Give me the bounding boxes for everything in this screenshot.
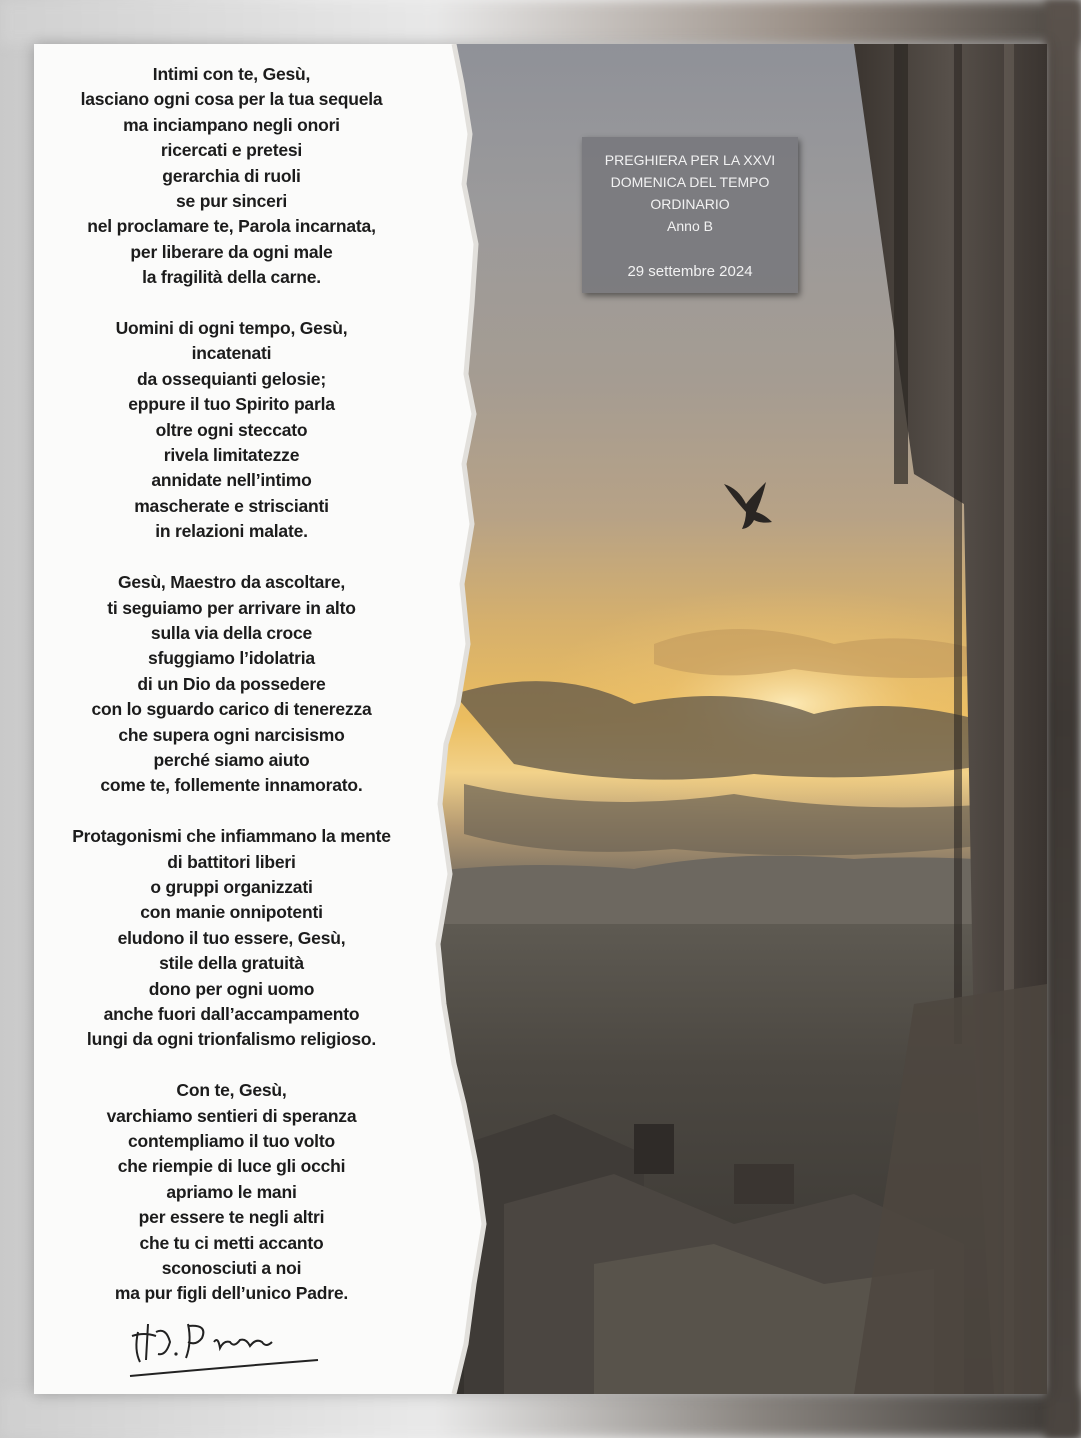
poem-line: con manie onnipotenti (140, 902, 323, 923)
poem-line: per essere te negli altri (138, 1207, 325, 1228)
title-date: 29 settembre 2024 (627, 263, 753, 280)
poem-line: annidate nell’intimo (151, 470, 312, 491)
poem-line: varchiamo sentieri di speranza (106, 1105, 357, 1126)
poem-line: in relazioni malate. (155, 521, 308, 542)
background-blur-top (0, 0, 1081, 44)
poem-line: sconosciuti a noi (161, 1258, 302, 1279)
poem-line: se pur sinceri (175, 191, 287, 212)
title-line: ORDINARIO (650, 196, 730, 212)
poem-line: ti seguiamo per arrivare in alto (107, 597, 356, 618)
poem-line: di battitori liberi (167, 851, 296, 872)
prayer-card (34, 44, 1047, 1394)
poem-stanza-5 (34, 1078, 429, 1307)
poem-line: rivela limitatezze (163, 445, 300, 466)
poem-line: eppure il tuo Spirito parla (128, 394, 335, 415)
poem-line: che tu ci metti accanto (139, 1232, 324, 1253)
poem-stanza-3 (34, 570, 429, 799)
poem-line: con lo sguardo carico di tenerezza (91, 699, 372, 720)
title-line: PREGHIERA PER LA XXVI (604, 152, 776, 168)
poem-line: di un Dio da possedere (137, 673, 326, 694)
poem-line: eludono il tuo essere, Gesù, (117, 927, 346, 948)
poem-line: nel proclamare te, Parola incarnata, (87, 216, 376, 237)
poem-line: anche fuori dall’accampamento (103, 1003, 360, 1024)
poem-text (34, 62, 429, 1332)
title-line: DOMENICA DEL TEMPO (610, 174, 770, 190)
poem-line: per liberare da ogni male (130, 241, 333, 262)
poem-line: Protagonismi che infiammano la mente (72, 826, 391, 847)
poem-line: Intimi con te, Gesù, (152, 64, 311, 84)
poem-stanza-1 (34, 62, 429, 291)
poem-line: contempliamo il tuo volto (128, 1131, 335, 1151)
poem-line: da ossequianti gelosie; (137, 368, 326, 389)
background-blur-right (1045, 0, 1081, 1438)
poem-line: sulla via della croce (150, 622, 313, 643)
poem-line: perché siamo aiuto (153, 749, 310, 770)
poem-line: ricercati e pretesi (160, 140, 303, 161)
poem-stanza-4 (34, 824, 429, 1053)
poem-line: mascherate e striscianti (134, 495, 329, 516)
poem-line: Gesù, Maestro da ascoltare, (117, 572, 346, 593)
poem-line: oltre ogni steccato (155, 419, 308, 440)
poem-line: sfuggiamo l’idolatria (148, 648, 315, 669)
poem-line: la fragilità della carne. (142, 267, 321, 288)
poem-line: Uomini di ogni tempo, Gesù, (115, 318, 348, 339)
poem-line: che riempie di luce gli occhi (117, 1156, 346, 1177)
title-year: Anno B (667, 218, 713, 234)
poem-line: o gruppi organizzati (150, 876, 313, 897)
poem-line: lasciano ogni cosa per la tua sequela (80, 89, 383, 110)
poem-line: come te, follemente innamorato. (100, 775, 363, 796)
poem-line: che supera ogni narcisismo (118, 724, 345, 745)
poem-stanza-2 (34, 316, 429, 545)
poem-line: ma pur figli dell’unico Padre. (114, 1283, 349, 1304)
background-blur-bottom (0, 1392, 1081, 1438)
poem-line: lungi da ogni trionfalismo religioso. (86, 1029, 377, 1050)
poem-line: dono per ogni uomo (148, 978, 315, 999)
title-box (582, 137, 798, 293)
poem-line: incatenati (191, 343, 272, 364)
poem-line: gerarchia di ruoli (162, 165, 301, 186)
handwritten-signature (126, 1302, 336, 1382)
poem-line: ma inciampano negli onori (123, 114, 340, 135)
poem-line: apriamo le mani (166, 1181, 297, 1202)
poem-line: stile della gratuità (159, 953, 304, 974)
poem-line: Con te, Gesù, (176, 1080, 287, 1101)
